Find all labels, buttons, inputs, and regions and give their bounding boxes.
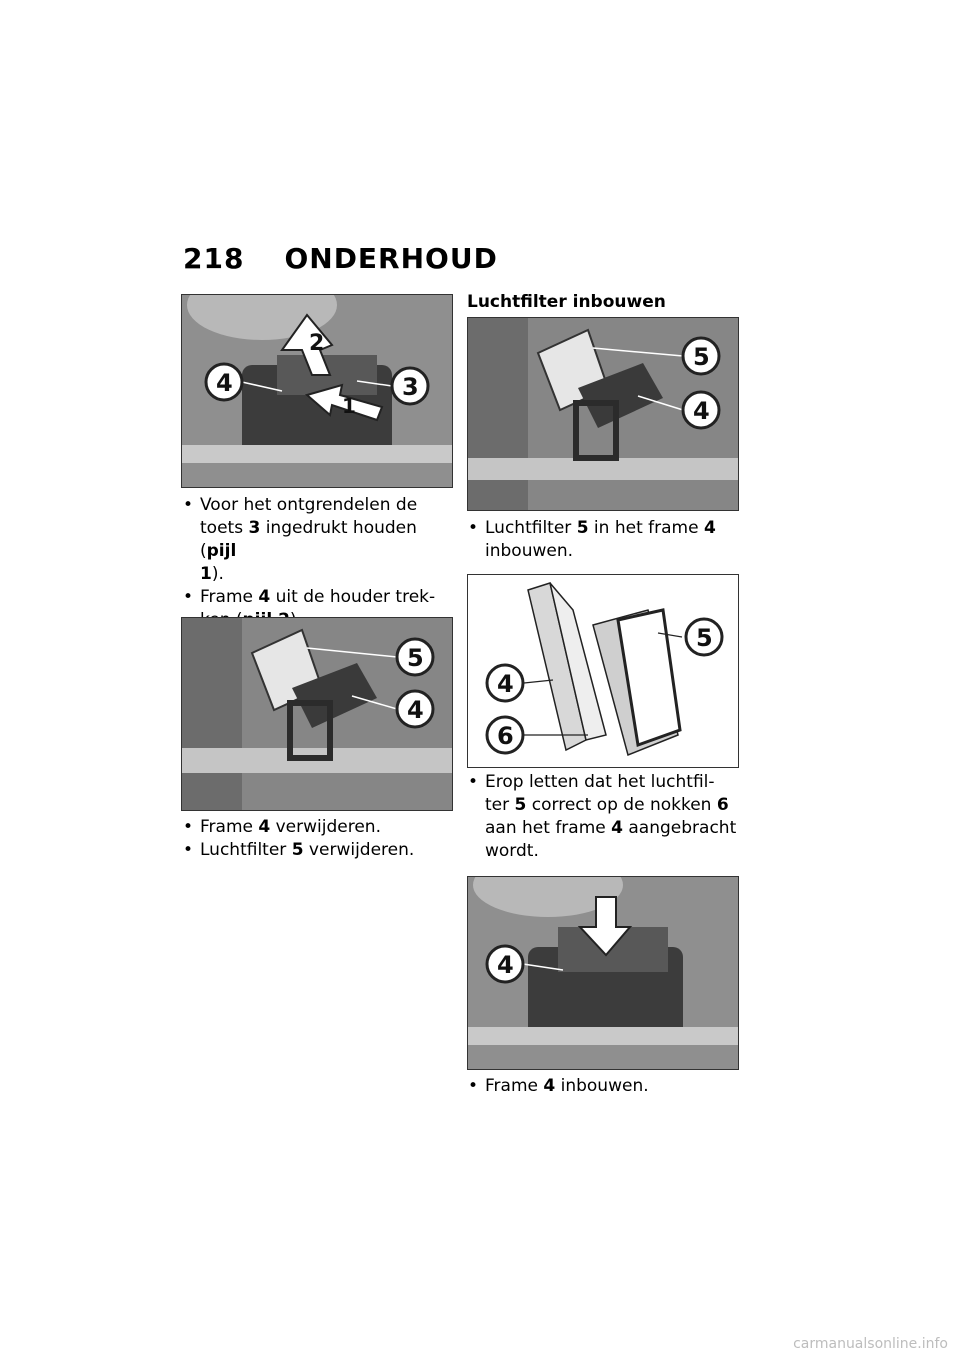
left-steps-1 xyxy=(183,494,458,632)
svg-text:5: 5 xyxy=(696,624,713,652)
callout-4 xyxy=(206,364,242,400)
step-install-frame: • Frame 4 inbouwen. xyxy=(468,1075,743,1098)
figure-unlock-frame-illustration xyxy=(182,295,452,487)
figure-install-frame xyxy=(467,876,739,1070)
callout-4 xyxy=(683,392,719,428)
figure-install-filter-illustration xyxy=(468,318,738,510)
figure-unlock-frame xyxy=(181,294,453,488)
svg-text:6: 6 xyxy=(497,722,514,750)
step-remove-filter: • Luchtfilter 5 verwijderen. xyxy=(183,839,458,862)
callout-5 xyxy=(683,338,719,374)
svg-text:4: 4 xyxy=(497,951,514,979)
callout-5 xyxy=(686,619,722,655)
right-steps-1 xyxy=(468,517,743,563)
step-remove-frame: • Frame 4 verwijderen. xyxy=(183,816,458,839)
step-insert-filter: • Luchtfilter 5 in het frame 4 inbouwen. xyxy=(468,517,743,563)
callout-3 xyxy=(392,368,428,404)
svg-text:4: 4 xyxy=(407,696,424,724)
svg-text:4: 4 xyxy=(693,397,710,425)
right-steps-2 xyxy=(468,771,743,863)
figure-filter-cams xyxy=(467,574,739,768)
page-header xyxy=(183,242,498,275)
callout-4 xyxy=(397,691,433,727)
figure-install-filter xyxy=(467,317,739,511)
svg-text:3: 3 xyxy=(402,373,419,401)
page-number: 218 xyxy=(183,242,245,275)
step-unlock: • Voor het ontgrendelen de toets 3 ingedrukt houden (pijl 1). xyxy=(183,494,458,586)
callout-4 xyxy=(487,946,523,982)
figure-remove-filter-illustration xyxy=(182,618,452,810)
step-check-cams: • Erop letten dat het luchtfil- ter 5 correct op de nokken 6 aan het frame 4 aangebracht wordt. xyxy=(468,771,743,863)
arrow-label-1: 1 xyxy=(342,394,356,418)
svg-text:4: 4 xyxy=(497,670,514,698)
watermark: carmanualsonline.info xyxy=(793,1336,948,1352)
section-title: Luchtfilter inbouwen xyxy=(467,292,666,312)
figure-install-frame-illustration xyxy=(468,877,738,1069)
figure-filter-cams-illustration xyxy=(468,575,738,767)
figure-remove-filter xyxy=(181,617,453,811)
chapter-title: ONDERHOUD xyxy=(284,242,498,275)
arrow-label-2: 2 xyxy=(309,331,325,356)
callout-6 xyxy=(487,717,523,753)
svg-text:4: 4 xyxy=(216,369,233,397)
svg-text:5: 5 xyxy=(693,343,710,371)
callout-5 xyxy=(397,639,433,675)
left-steps-2 xyxy=(183,816,458,862)
callout-4 xyxy=(487,665,523,701)
svg-text:5: 5 xyxy=(407,644,424,672)
right-steps-3 xyxy=(468,1075,743,1098)
step-pull-frame: • Frame 4 uit de houder trek- xyxy=(183,586,458,632)
